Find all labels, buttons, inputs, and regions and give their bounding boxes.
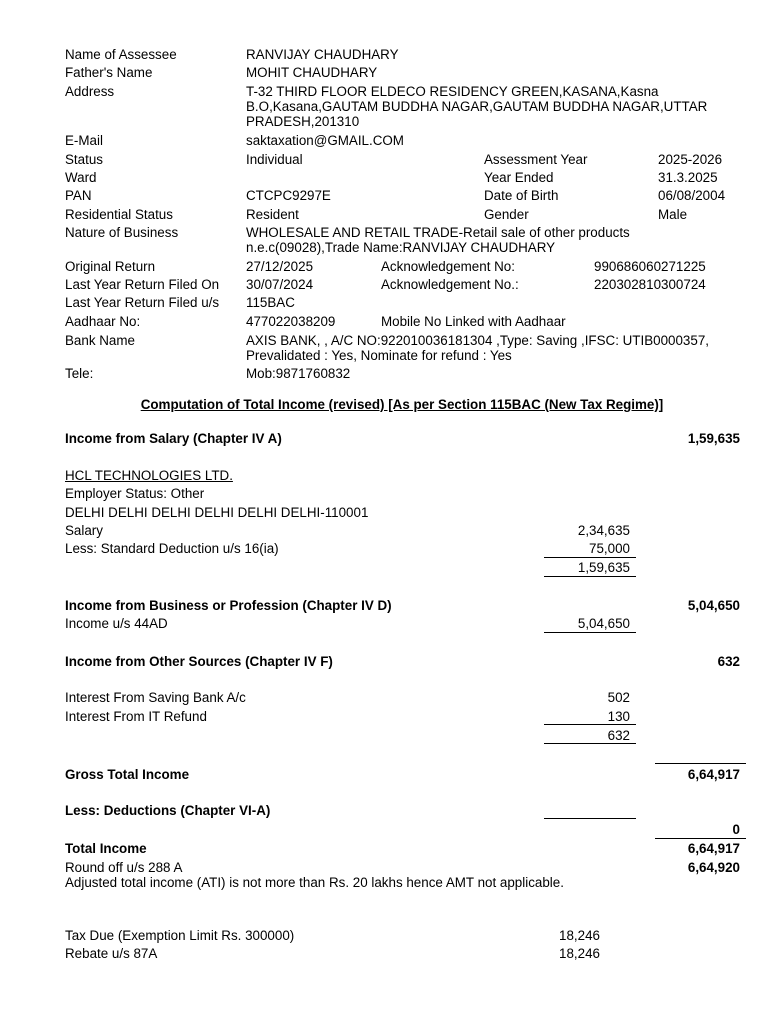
subtotal-divider <box>544 724 636 725</box>
father-name: MOHIT CHAUDHARY <box>246 65 378 80</box>
rebate-label: Rebate u/s 87A <box>65 946 158 961</box>
rebate-value: 18,246 <box>559 946 600 961</box>
subtotal-divider <box>544 632 636 633</box>
tax-due-value: 18,246 <box>559 928 600 943</box>
email-value: saktaxation@GMAIL.COM <box>246 133 404 148</box>
status-value: Individual <box>246 152 303 167</box>
round-off-label: Round off u/s 288 A <box>65 860 183 875</box>
gross-total-income-value: 6,64,917 <box>687 767 740 782</box>
saving-bank-interest-value: 502 <box>607 690 630 705</box>
year-ended-value: 31.3.2025 <box>658 170 718 185</box>
business-head: Income from Business or Profession (Chapter IV D) <box>65 598 392 613</box>
subtotal-divider <box>544 557 636 558</box>
other-sources-net: 632 <box>607 728 630 743</box>
salary-label: Salary <box>65 523 103 538</box>
total-divider <box>655 763 746 764</box>
last-year-ack-label: Acknowledgement No.: <box>381 277 519 292</box>
gender-label: Gender <box>484 207 529 222</box>
business-total: 5,04,650 <box>687 598 740 613</box>
address-value: T-32 THIRD FLOOR ELDECO RESIDENCY GREEN,KASANA,Kasna B.O,Kasana,GAUTAM BUDDHA NAGAR,GAUTAM BUDDHA NAGAR,UTTAR PRADESH,201310 <box>246 84 708 129</box>
last-year-ack-value: 220302810300724 <box>594 277 706 292</box>
last-year-filed-us-value: 115BAC <box>246 295 295 310</box>
round-off-value: 6,64,920 <box>687 860 740 875</box>
saving-bank-interest-label: Interest From Saving Bank A/c <box>65 690 246 705</box>
it-refund-interest-label: Interest From IT Refund <box>65 709 207 724</box>
subtotal-divider <box>544 576 636 577</box>
subtotal-divider <box>544 743 636 744</box>
tele-label: Tele: <box>65 366 94 381</box>
salary-head: Income from Salary (Chapter IV A) <box>65 431 282 446</box>
salary-value: 2,34,635 <box>577 523 630 538</box>
status-label: Status <box>65 152 103 167</box>
original-return-label: Original Return <box>65 259 156 274</box>
year-ended-label: Year Ended <box>484 170 554 185</box>
other-sources-head: Income from Other Sources (Chapter IV F) <box>65 654 333 669</box>
it-refund-interest-value: 130 <box>607 709 630 724</box>
computation-title: Computation of Total Income (revised) [As per Section 115BAC (New Tax Regime)] <box>140 397 664 412</box>
salary-total: 1,59,635 <box>687 431 740 446</box>
acknowledgement-value: 990686060271225 <box>594 259 706 274</box>
pan-label: PAN <box>65 188 92 203</box>
standard-deduction-label: Less: Standard Deduction u/s 16(ia) <box>65 541 279 556</box>
last-year-filed-on-value: 30/07/2024 <box>246 277 314 292</box>
last-year-filed-on-label: Last Year Return Filed On <box>65 277 220 292</box>
bank-value: AXIS BANK, , A/C NO:922010036181304 ,Type: Saving ,IFSC: UTIB0000357, Prevalidated : Yes, Nominate for refund : Yes <box>246 333 709 363</box>
dob-label: Date of Birth <box>484 188 559 203</box>
assessee-name: RANVIJAY CHAUDHARY <box>246 47 399 62</box>
employer-name: HCL TECHNOLOGIES LTD. <box>65 468 233 483</box>
assessment-year-value: 2025-2026 <box>658 152 723 167</box>
deductions-value: 0 <box>732 822 740 837</box>
tax-due-label: Tax Due (Exemption Limit Rs. 300000) <box>65 928 295 943</box>
salary-net: 1,59,635 <box>577 560 630 575</box>
acknowledgement-label: Acknowledgement No: <box>381 259 515 274</box>
residential-status-value: Resident <box>246 207 299 222</box>
deductions-label: Less: Deductions (Chapter VI-A) <box>65 803 271 818</box>
ati-note: Adjusted total income (ATI) is not more than Rs. 20 lakhs hence AMT not applicable. <box>65 875 564 890</box>
total-income-label: Total Income <box>65 841 147 856</box>
gross-total-income-label: Gross Total Income <box>65 767 190 782</box>
total-income-value: 6,64,917 <box>687 841 740 856</box>
income-44ad-label: Income u/s 44AD <box>65 616 168 631</box>
dob-value: 06/08/2004 <box>658 188 726 203</box>
address-label: Address <box>65 84 115 99</box>
standard-deduction-value: 75,000 <box>589 541 630 556</box>
nature-of-business-label: Nature of Business <box>65 225 179 240</box>
original-return-value: 27/12/2025 <box>246 259 314 274</box>
nature-of-business-value: WHOLESALE AND RETAIL TRADE-Retail sale of other products n.e.c(09028),Trade Name:RANVIJAY CHAUDHARY <box>246 225 630 255</box>
assessment-year-label: Assessment Year <box>484 152 588 167</box>
last-year-filed-us-label: Last Year Return Filed u/s <box>65 295 220 310</box>
pan-value: CTCPC9297E <box>246 188 331 203</box>
bank-label: Bank Name <box>65 333 135 348</box>
employer-status: Employer Status: Other <box>65 486 205 501</box>
income-44ad-value: 5,04,650 <box>577 616 630 631</box>
tele-value: Mob:9871760832 <box>246 366 351 381</box>
subtotal-divider <box>544 818 636 819</box>
aadhaar-value: 477022038209 <box>246 314 336 329</box>
residential-status-label: Residential Status <box>65 207 173 222</box>
ward-label: Ward <box>65 170 97 185</box>
name-label: Name of Assessee <box>65 47 177 62</box>
email-label: E-Mail <box>65 133 103 148</box>
father-label: Father's Name <box>65 65 153 80</box>
aadhaar-label: Aadhaar No: <box>65 314 141 329</box>
total-divider <box>655 838 746 839</box>
gender-value: Male <box>658 207 688 222</box>
employer-address: DELHI DELHI DELHI DELHI DELHI DELHI-110001 <box>65 505 369 520</box>
other-sources-total: 632 <box>717 654 740 669</box>
mobile-linked-aadhaar-label: Mobile No Linked with Aadhaar <box>381 314 566 329</box>
